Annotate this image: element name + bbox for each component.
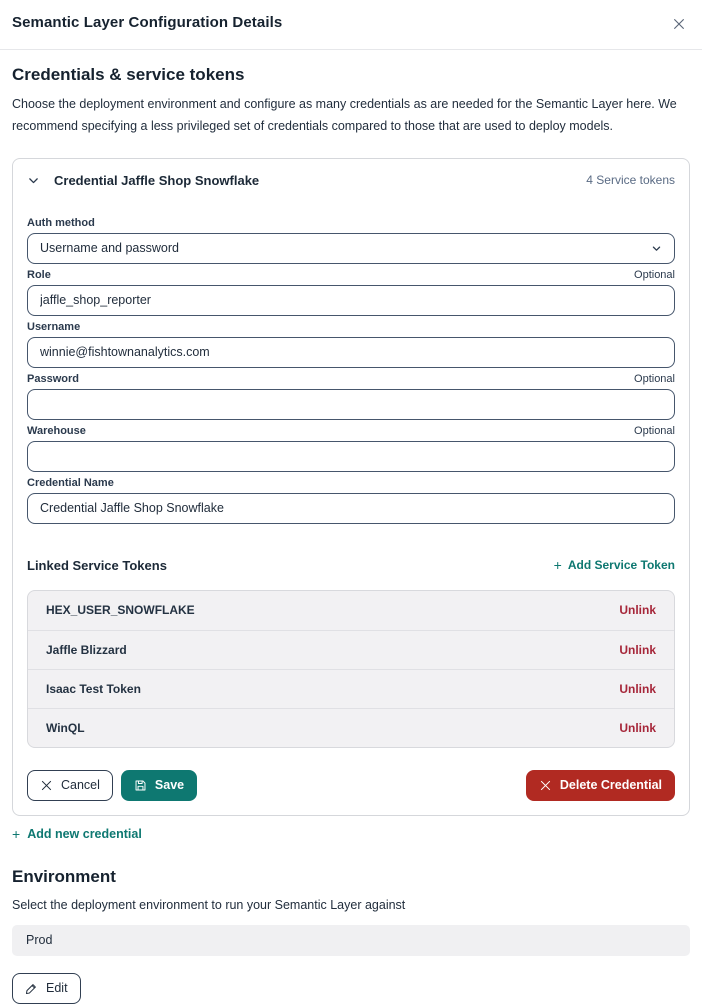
credential-card-title: Credential Jaffle Shop Snowflake bbox=[54, 172, 260, 188]
auth-method-group bbox=[27, 217, 675, 264]
edit-button[interactable]: Edit bbox=[12, 973, 81, 1004]
credentials-section-description: Choose the deployment environment and configure as many credentials as are needed for the Semantic Layer here. We recommend specifying a less privileged set of credentials compared to those that are used to deploy models. bbox=[12, 97, 677, 133]
close-icon[interactable] bbox=[670, 15, 688, 33]
pencil-icon bbox=[25, 982, 38, 995]
plus-icon: + bbox=[553, 557, 562, 574]
password-label: Password bbox=[27, 372, 79, 385]
auth-method-label: Auth method bbox=[27, 216, 95, 229]
auth-method-select[interactable] bbox=[27, 233, 675, 264]
unlink-button[interactable]: Unlink bbox=[619, 642, 656, 657]
password-optional-label: Optional bbox=[634, 372, 675, 385]
role-group bbox=[27, 269, 675, 316]
modal-title: Semantic Layer Configuration Details bbox=[12, 14, 283, 31]
unlink-button[interactable]: Unlink bbox=[619, 603, 656, 618]
credential-actions bbox=[27, 770, 675, 801]
credential-name-label: Credential Name bbox=[27, 476, 114, 489]
close-icon bbox=[40, 779, 53, 792]
credentials-section-heading: Credentials & service tokens bbox=[12, 65, 245, 84]
credential-card-header[interactable] bbox=[27, 173, 675, 188]
token-row bbox=[28, 708, 674, 747]
save-icon bbox=[134, 779, 147, 792]
warehouse-optional-label: Optional bbox=[634, 424, 675, 437]
environment-heading: Environment bbox=[12, 866, 116, 886]
role-label: Role bbox=[27, 268, 51, 281]
username-label: Username bbox=[27, 320, 81, 333]
linked-tokens-header bbox=[27, 558, 675, 573]
token-name: WinQL bbox=[46, 720, 85, 735]
environment-value: Prod bbox=[26, 933, 53, 948]
environment-value-field bbox=[12, 925, 690, 956]
warehouse-label: Warehouse bbox=[27, 424, 86, 437]
warehouse-group bbox=[27, 425, 675, 472]
cancel-button[interactable]: Cancel bbox=[27, 770, 113, 801]
unlink-button[interactable]: Unlink bbox=[619, 720, 656, 735]
add-new-credential-button[interactable]: + Add new credential bbox=[12, 825, 142, 842]
role-optional-label: Optional bbox=[634, 268, 675, 281]
modal-content bbox=[0, 65, 702, 816]
credential-name-input[interactable] bbox=[27, 493, 675, 524]
chevron-down-icon[interactable] bbox=[27, 174, 40, 187]
service-tokens-count: 4 Service tokens bbox=[586, 173, 675, 188]
token-name: Jaffle Blizzard bbox=[46, 642, 127, 657]
token-name: Isaac Test Token bbox=[46, 681, 141, 696]
add-service-token-button[interactable]: + Add Service Token bbox=[553, 557, 675, 574]
chevron-down-icon bbox=[651, 243, 662, 254]
credential-form bbox=[27, 217, 675, 524]
role-input[interactable] bbox=[27, 285, 675, 316]
token-row bbox=[28, 630, 674, 669]
plus-icon: + bbox=[12, 825, 21, 842]
delete-credential-button[interactable]: Delete Credential bbox=[526, 770, 675, 801]
warehouse-input[interactable] bbox=[27, 441, 675, 472]
modal-header bbox=[0, 0, 702, 50]
username-input[interactable] bbox=[27, 337, 675, 368]
username-group bbox=[27, 321, 675, 368]
unlink-button[interactable]: Unlink bbox=[619, 681, 656, 696]
token-row bbox=[28, 591, 674, 630]
environment-description: Select the deployment environment to run your Semantic Layer against bbox=[12, 897, 406, 912]
credential-name-group bbox=[27, 477, 675, 524]
password-group bbox=[27, 373, 675, 420]
auth-method-selected-value: Username and password bbox=[40, 241, 179, 256]
service-token-list bbox=[27, 590, 675, 748]
save-button[interactable]: Save bbox=[121, 770, 197, 801]
linked-tokens-title: Linked Service Tokens bbox=[27, 557, 167, 573]
credential-card bbox=[12, 158, 690, 816]
token-name: HEX_USER_SNOWFLAKE bbox=[46, 603, 195, 618]
password-input[interactable] bbox=[27, 389, 675, 420]
token-row bbox=[28, 669, 674, 708]
environment-section bbox=[0, 867, 702, 1004]
close-icon bbox=[539, 779, 552, 792]
